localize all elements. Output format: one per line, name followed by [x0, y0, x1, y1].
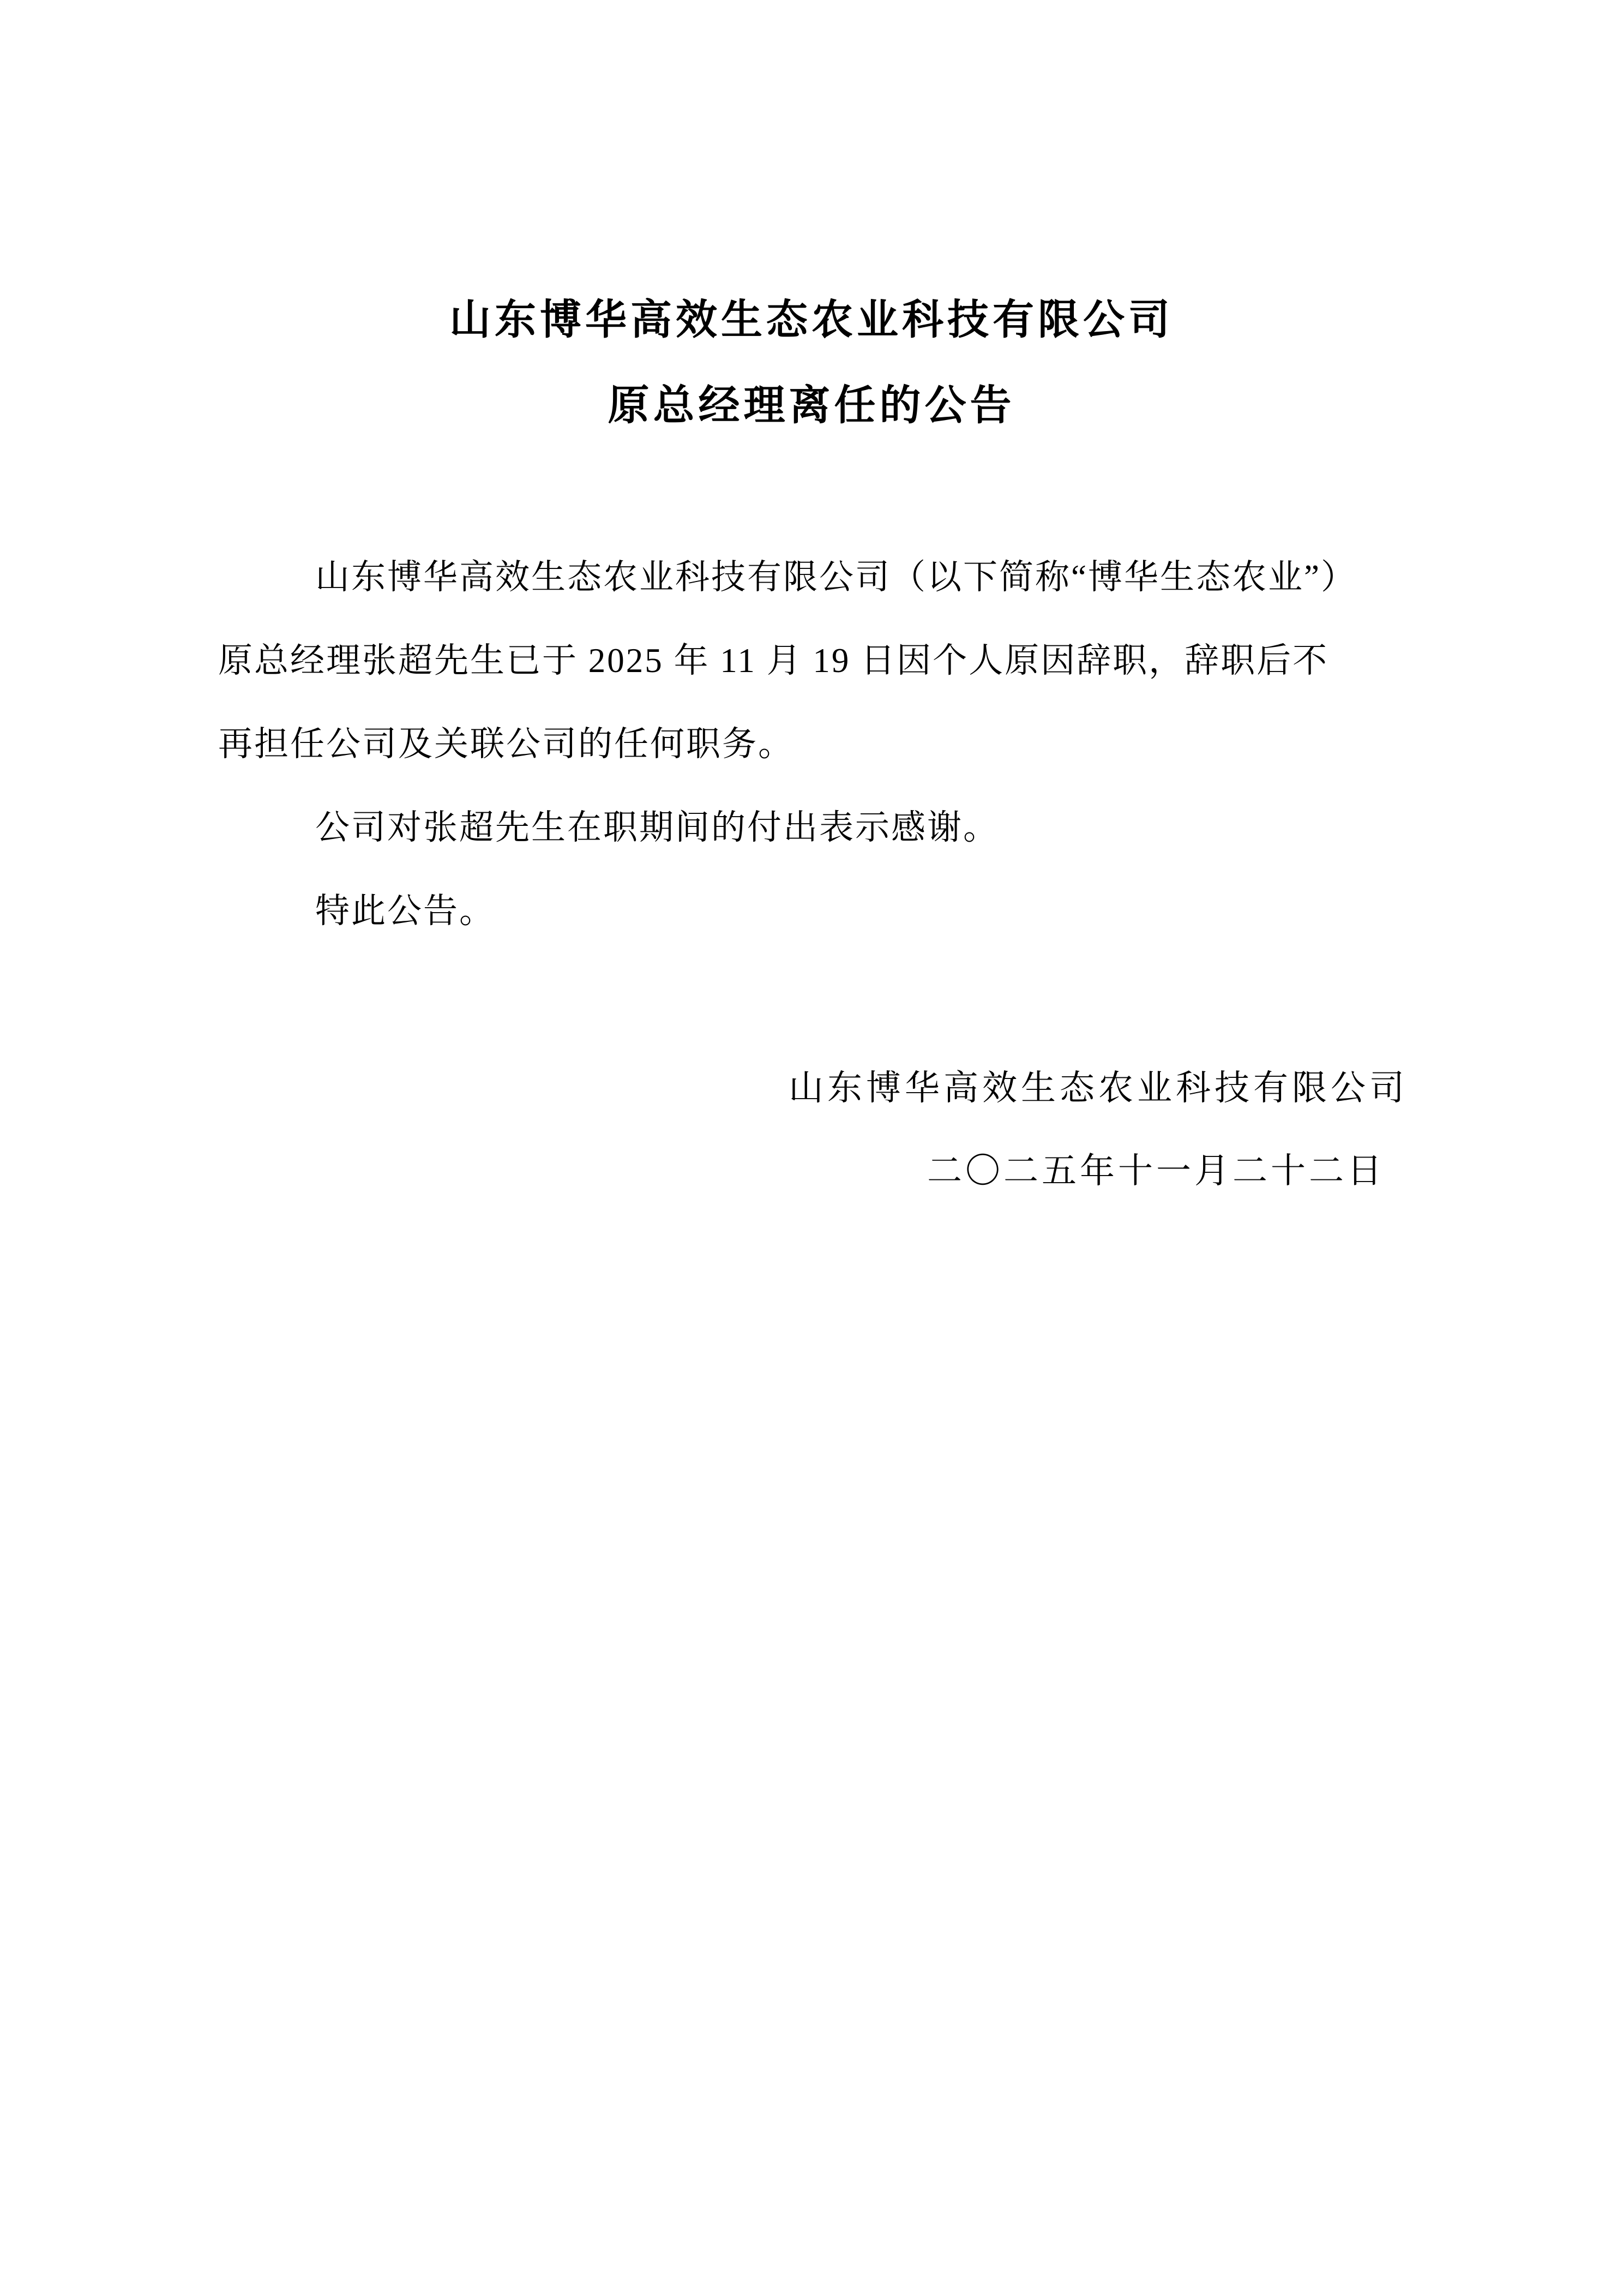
- paragraph2-thanks: 公司对张超先生在职期间的付出表示感谢。: [315, 808, 999, 847]
- paragraph1-line3: 再担任公司及关联公司的任何职务。: [218, 725, 794, 763]
- body-text-block: [218, 536, 1407, 953]
- paragraph1-line1: 山东博华高效生态农业科技有限公司（以下简称“博华生态农业”）: [315, 558, 1357, 596]
- paragraph3-hereby-announced: 特此公告。: [315, 892, 495, 930]
- paragraph1-line2: 原总经理张超先生已于 2025 年 11 月 19 日因个人原因辞职，辞职后不: [218, 642, 1329, 680]
- doc-title-company-name: 山东博华高效生态农业科技有限公司: [449, 297, 1174, 343]
- signature-company-name: 山东博华高效生态农业科技有限公司: [789, 1069, 1408, 1107]
- signature-date: 二〇二五年十一月二十二日: [927, 1152, 1385, 1190]
- doc-title-announcement: 原总经理离任的公告: [608, 383, 1015, 429]
